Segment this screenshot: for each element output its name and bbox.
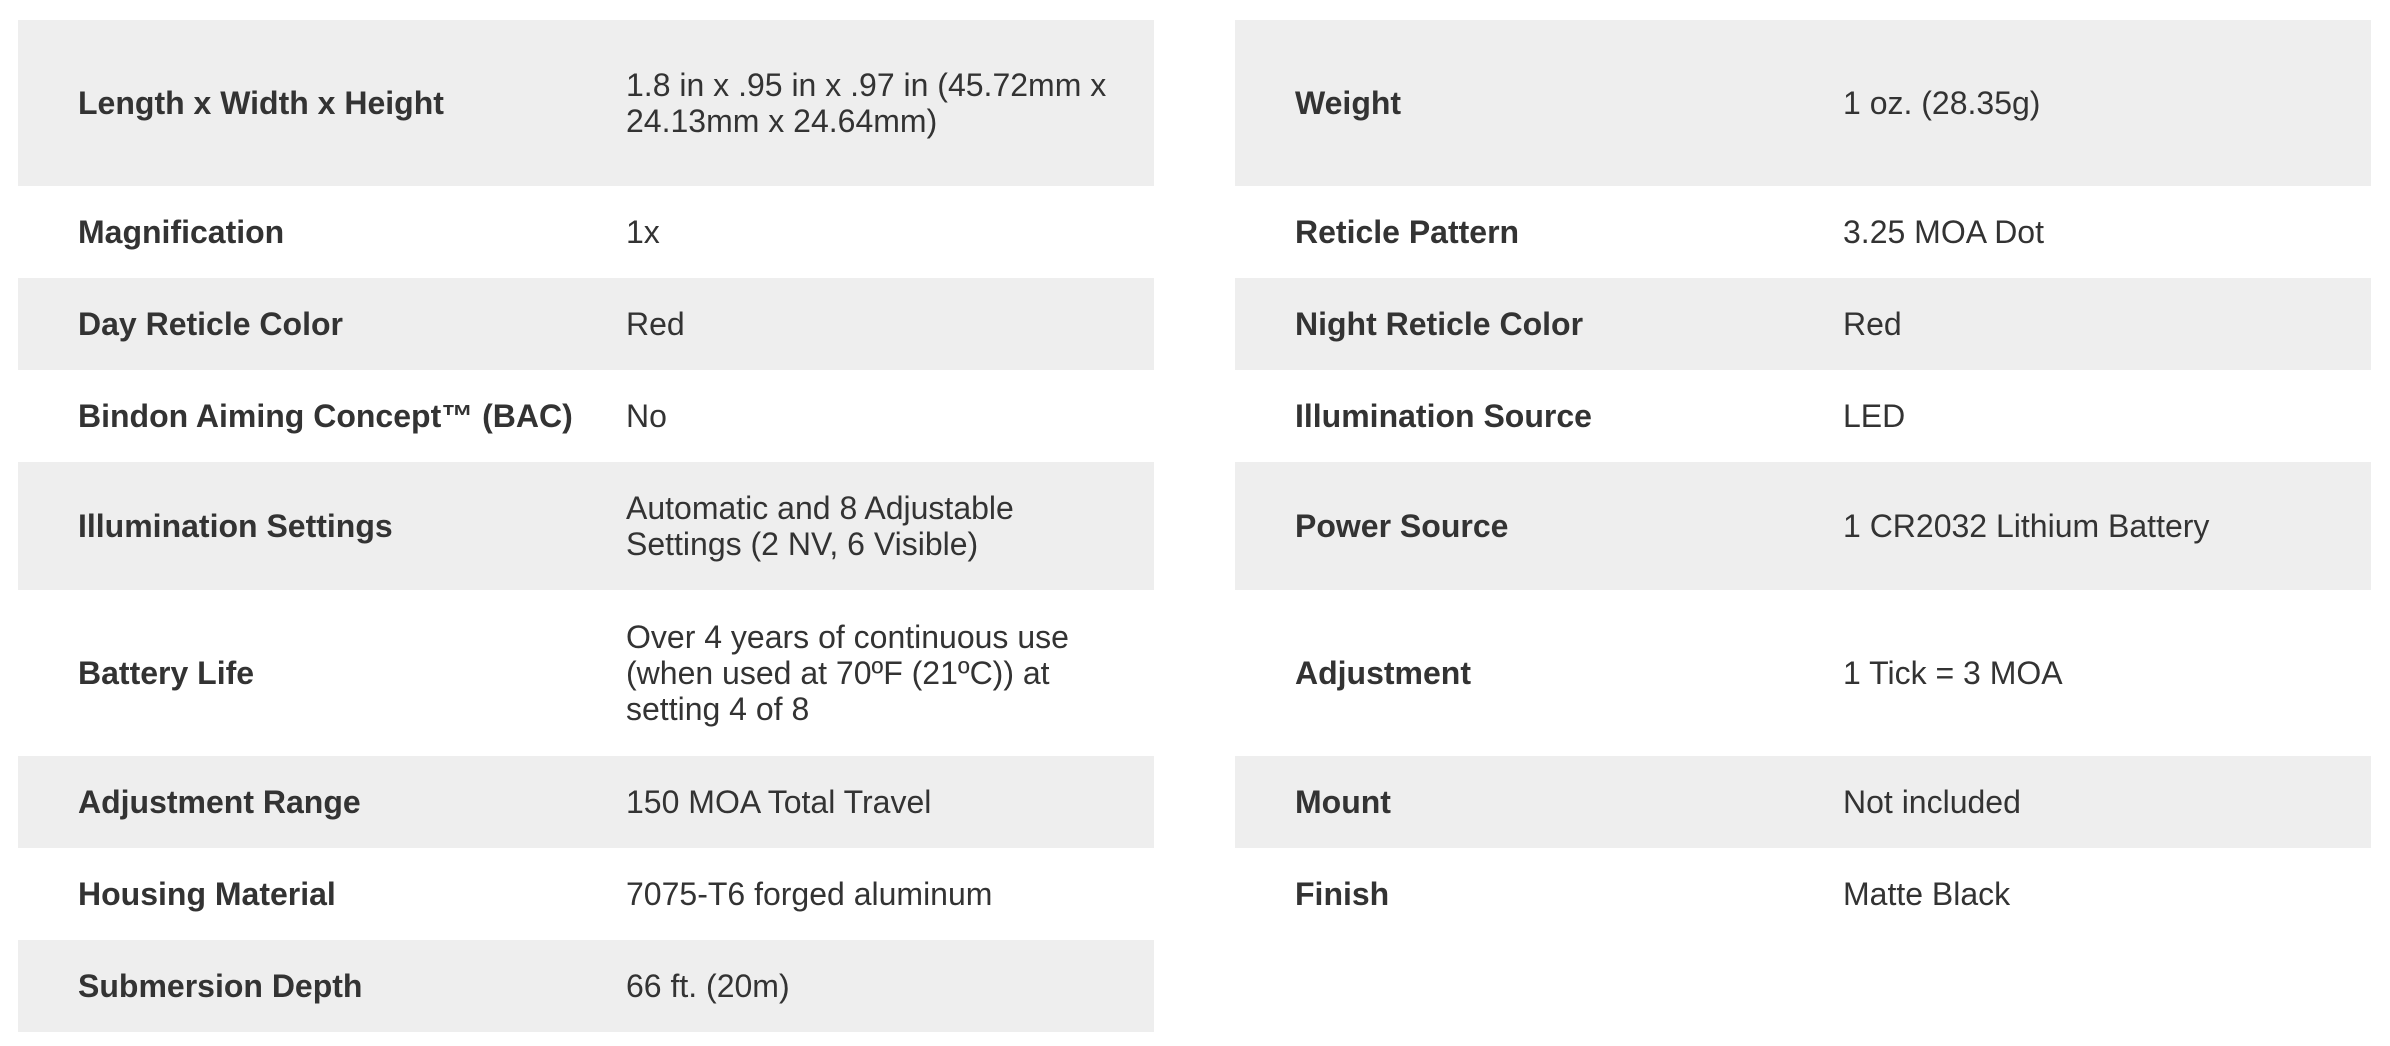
spec-label: Illumination Source [1295,398,1592,434]
spec-value: 1x [626,214,660,250]
spec-value: Not included [1843,784,2021,820]
spec-row-weight [1235,20,2371,186]
spec-label: Reticle Pattern [1295,214,1520,250]
spec-row-dimensions [18,20,1154,186]
spec-label: Illumination Settings [78,508,393,544]
spec-row-day-reticle-color [18,278,1154,370]
spec-value: Red [626,306,685,342]
spec-value: 7075-T6 forged aluminum [626,876,993,912]
spec-value: 150 MOA Total Travel [626,784,932,820]
spec-row-night-reticle-color [1235,278,2371,370]
spec-value: Red [1843,306,1902,342]
spec-label: Submersion Depth [78,968,363,1004]
spec-value: 1 oz. (28.35g) [1843,85,2041,121]
spec-value: 3.25 MOA Dot [1843,214,2044,250]
spec-value: 66 ft. (20m) [626,968,790,1004]
spec-label: Mount [1295,784,1391,820]
spec-value: Matte Black [1843,876,2011,912]
spec-table-right [1235,20,2371,940]
spec-label: Bindon Aiming Concept™ (BAC) [78,398,573,434]
spec-row-reticle-pattern [1235,186,2371,278]
spec-value: Automatic and 8 Adjustable Settings (2 NV, 6 Visible) [626,490,1014,562]
spec-label: Weight [1295,85,1402,121]
spec-row-adjustment-range [18,756,1154,848]
spec-row-illumination-settings [18,462,1154,590]
spec-row-battery-life [18,590,1154,756]
spec-label: Night Reticle Color [1295,306,1584,342]
spec-row-housing-material [18,848,1154,940]
spec-value: 1 Tick = 3 MOA [1843,655,2063,691]
spec-label: Finish [1295,876,1390,912]
spec-row-magnification [18,186,1154,278]
spec-label: Adjustment Range [78,784,361,820]
spec-row-finish [1235,848,2371,940]
spec-label: Day Reticle Color [78,306,343,342]
spec-value: No [626,398,667,434]
spec-table-left [18,20,1154,1032]
spec-label: Magnification [78,214,285,250]
spec-value: LED [1843,398,1906,434]
spec-row-bac [18,370,1154,462]
spec-value: 1 CR2032 Lithium Battery [1843,508,2210,544]
spec-row-mount [1235,756,2371,848]
spec-row-power-source [1235,462,2371,590]
spec-label: Adjustment [1295,655,1471,691]
spec-row-illumination-source [1235,370,2371,462]
spec-row-submersion-depth [18,940,1154,1032]
spec-label: Housing Material [78,876,336,912]
spec-label: Battery Life [78,655,255,691]
spec-label: Length x Width x Height [78,85,444,121]
spec-row-adjustment [1235,590,2371,756]
spec-value: Over 4 years of continuous use (when used at 70ºF (21ºC)) at setting 4 of 8 [626,619,1069,727]
spec-label: Power Source [1295,508,1509,544]
spec-value: 1.8 in x .95 in x .97 in (45.72mm x 24.13mm x 24.64mm) [626,67,1107,139]
